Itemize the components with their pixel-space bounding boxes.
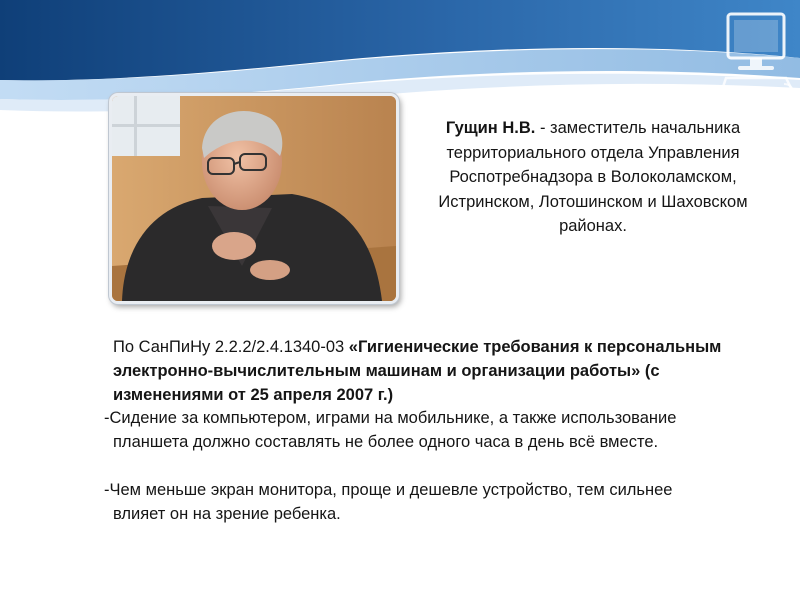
computer-icon bbox=[722, 8, 800, 104]
bullet-item: -Чем меньше экран монитора, проще и дешевле устройство, тем сильнее влияет он на зрение ребенка. bbox=[104, 480, 673, 523]
bullet-item: -Сидение за компьютером, играми на мобильнике, а также использование планшета должно составлять не более одного часа в день всё вместе. bbox=[104, 409, 677, 452]
main-text bbox=[104, 336, 724, 527]
person-role: - заместитель начальника территориального отдела Управления Роспотребнадзора в Волоколамском, Истринском, Лотошинском и Шаховском районах. bbox=[438, 119, 748, 235]
person-caption bbox=[428, 116, 758, 239]
spacer bbox=[104, 455, 724, 479]
intro-prefix: По СанПиНу 2.2.2/2.4.1340-03 bbox=[113, 338, 349, 356]
intro-title: «Гигиенические требования к персональным электронно-вычислительным машинам и организации работы» (с изменениями от 25 апреля 2007 г.) bbox=[113, 338, 722, 404]
person-name: Гущин Н.В. bbox=[445, 119, 536, 137]
intro-paragraph bbox=[104, 336, 724, 407]
person-at-desk-photo bbox=[109, 93, 399, 304]
